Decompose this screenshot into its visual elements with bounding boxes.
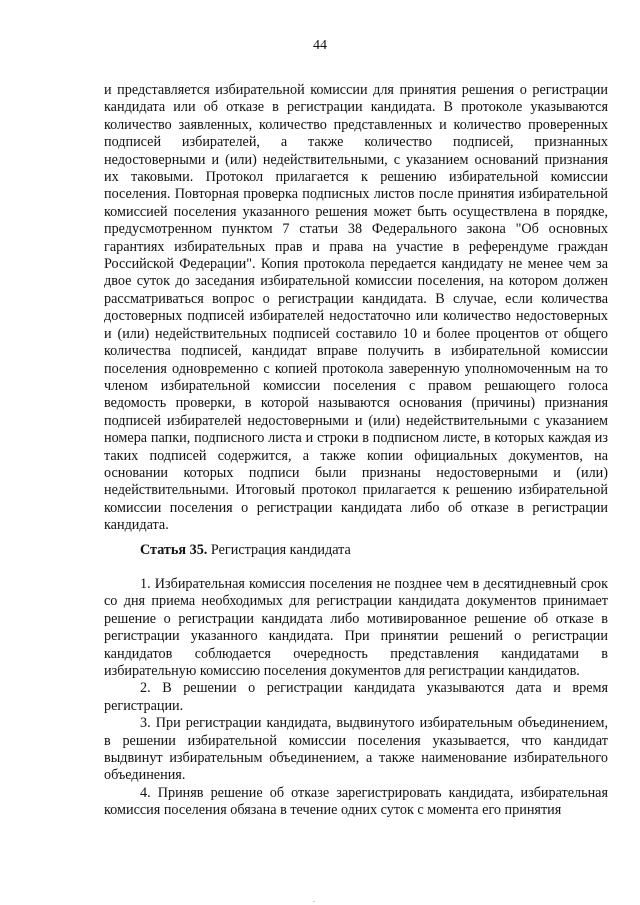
paragraph-continuation: и представляется избирательной комиссии для принятия решения о регистрации кандидата или об отказе в регистрации кандидата. В протоколе указываются количество заявленных, количество представленных и количество проверенных подписей избирателей, а также количество подписей, признанных недостоверными и (или) недействительными, с указанием оснований признания их таковыми. Протокол прилагается к решению избирательной комиссии поселения. Повторная проверка подписных листов после принятия избирательной комиссией поселения указанного решения может быть осуществлена в порядке, предусмотренном пунктом 7 статьи 38 Федерального закона "Об основных гарантиях избирательных прав и права на участие в референдуме граждан Российской Федерации". Копия протокола передается кандидату не менее чем за двое суток до заседания избирательной комиссии поселения, на котором должен рассматриваться вопрос о регистрации кандидата. В случае, если количества достоверных подписей избирателей недостаточно или количество недостоверных и (или) недействительных подписей составило 10 и более процентов от общего количества подписей, кандидат вправе получить в избирательной комиссии поселения одновременно с копией протокола заверенную уполномоченным на то членом избирательной комиссии поселения с правом решающего голоса ведомость проверки, в которой называются основания (причины) признания подписей избирателей недостоверными и (или) недействительными с указанием номера папки, подписного листа и строки в подписном листе, в которых каждая из таких подписей содержится, а также копии официальных документов, на основании которых подписи были признаны недостоверными и (или) недействительными. Итоговый протокол прилагается к решению избирательной комиссии поселения о регистрации кандидата либо об отказе в регистрации кандидата.	[104, 82, 608, 534]
paragraph-continuation-block	[104, 82, 608, 535]
article-heading	[140, 541, 351, 559]
article-item-4: 4. Приняв решение об отказе зарегистрировать кандидата, избирательная комиссия поселения обязана в течение одних суток с момента его принятия	[104, 784, 608, 819]
article-number: Статья 35.	[140, 542, 208, 558]
article-title: Регистрация кандидата	[207, 542, 351, 558]
footer-mark: .	[313, 895, 315, 904]
article-body	[104, 576, 608, 820]
page-number: 44	[313, 38, 327, 53]
article-item-3: 3. При регистрации кандидата, выдвинутого избирательным объединением, в решении избирательной комиссии поселения указывается, что кандидат выдвинут избирательным объединением, а также наименование избирательного объединения.	[104, 715, 608, 784]
article-item-1: 1. Избирательная комиссия поселения не позднее чем в десятидневный срок со дня приема необходимых для регистрации кандидата документов принимает решение о регистрации кандидата либо мотивированное решение об отказе в регистрации указанного кандидата. При принятии решений о регистрации кандидатов соблюдается очередность представления кандидатами в избирательную комиссию поселения документов для регистрации кандидатов.	[104, 576, 608, 680]
article-item-2: 2. В решении о регистрации кандидата указываются дата и время регистрации.	[104, 680, 608, 714]
